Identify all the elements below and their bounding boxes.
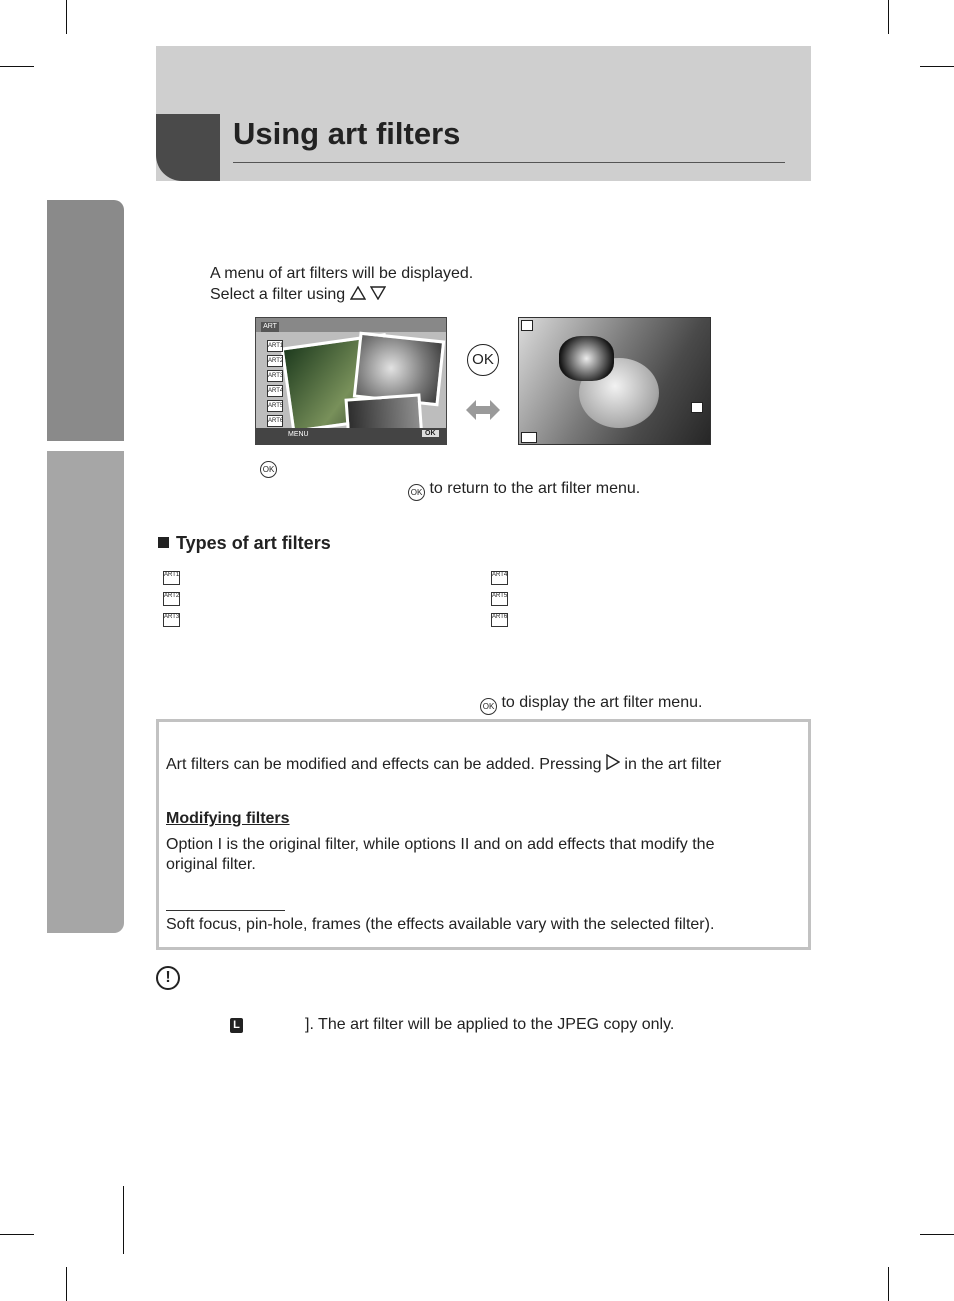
crop-mark <box>920 66 954 67</box>
art2-icon: ART2 <box>163 592 180 606</box>
caution-icon: ! <box>156 966 180 990</box>
image-size-l-icon: L <box>230 1018 243 1033</box>
types-heading <box>158 533 331 554</box>
display-menu-text: to display the art filter menu. <box>501 694 703 711</box>
return-instruction <box>408 480 640 501</box>
right-arrow-icon <box>606 754 620 770</box>
menu-top-bar <box>256 318 446 332</box>
ok-icon: OK <box>408 484 425 501</box>
up-arrow-icon <box>350 286 366 300</box>
ok-icon: OK <box>260 461 277 478</box>
down-arrow-icon <box>370 286 386 300</box>
intro-line-1: A menu of art filters will be displayed. <box>210 265 474 282</box>
page-title: Using art filters <box>233 116 461 151</box>
art-chip: ART <box>261 322 279 332</box>
ok-button-icon: OK <box>467 344 499 376</box>
crop-mark <box>0 1234 34 1235</box>
menu-back-label: MENU <box>288 431 309 438</box>
art5-icon: ART5 <box>491 592 508 606</box>
crop-mark <box>888 1267 889 1301</box>
side-tab-dark <box>47 200 124 441</box>
puppy <box>559 336 614 381</box>
display-menu-instruction <box>480 694 702 715</box>
art6-icon: ART6 <box>491 613 508 627</box>
crop-mark <box>888 0 889 34</box>
art-filter-menu-screen <box>255 317 447 445</box>
menu-bottom-bar <box>256 428 446 444</box>
header-band <box>156 46 811 181</box>
effects-heading-rule <box>166 910 285 911</box>
types-heading-text: Types of art filters <box>176 533 331 553</box>
header-tab <box>156 114 220 181</box>
modifying-filters-heading: Modifying filters <box>166 810 290 827</box>
crop-mark <box>66 0 67 34</box>
note-line-1 <box>166 754 721 774</box>
square-bullet-icon <box>158 537 169 548</box>
return-text: to return to the art filter menu. <box>429 480 641 497</box>
ok-icon: OK <box>480 698 497 715</box>
side-tab-light <box>47 451 124 933</box>
art1-icon: ART1 <box>163 571 180 585</box>
art4-icon: ART4 <box>491 571 508 585</box>
card-icon <box>691 402 703 413</box>
crop-mark <box>920 1234 954 1235</box>
modifying-filters-body: Option I is the original filter, while options II and on add effects that modify the original filter. <box>166 836 715 873</box>
crop-mark <box>66 1267 67 1301</box>
title-rule <box>233 162 785 163</box>
note-line-1-text: Art filters can be modified and effects can be added. Pressing <box>166 756 602 773</box>
mode-icon <box>521 320 533 331</box>
effects-body: Soft focus, pin-hole, frames (the effects available vary with the selected filter). <box>166 916 715 933</box>
note-line-1-end: in the art filter <box>624 756 722 773</box>
live-view-screen <box>518 317 711 445</box>
intro-line-2 <box>210 286 386 304</box>
art3-icon: ART3 <box>163 613 180 627</box>
art3-icon: ART3 <box>267 370 283 382</box>
art-mode-icon <box>521 432 537 443</box>
art6-icon: ART6 <box>267 415 283 427</box>
art1-icon: ART1 <box>267 340 283 352</box>
caution-text: ]. The art filter will be applied to the JPEG copy only. <box>305 1016 675 1033</box>
double-arrow-icon <box>466 397 500 423</box>
intro-line-2-text: Select a filter using <box>210 286 346 303</box>
crop-mark <box>0 66 34 67</box>
art4-icon: ART4 <box>267 385 283 397</box>
art2-icon: ART2 <box>267 355 283 367</box>
menu-ok-label: OK <box>422 430 439 437</box>
art5-icon: ART5 <box>267 400 283 412</box>
crop-mark <box>123 1186 124 1254</box>
